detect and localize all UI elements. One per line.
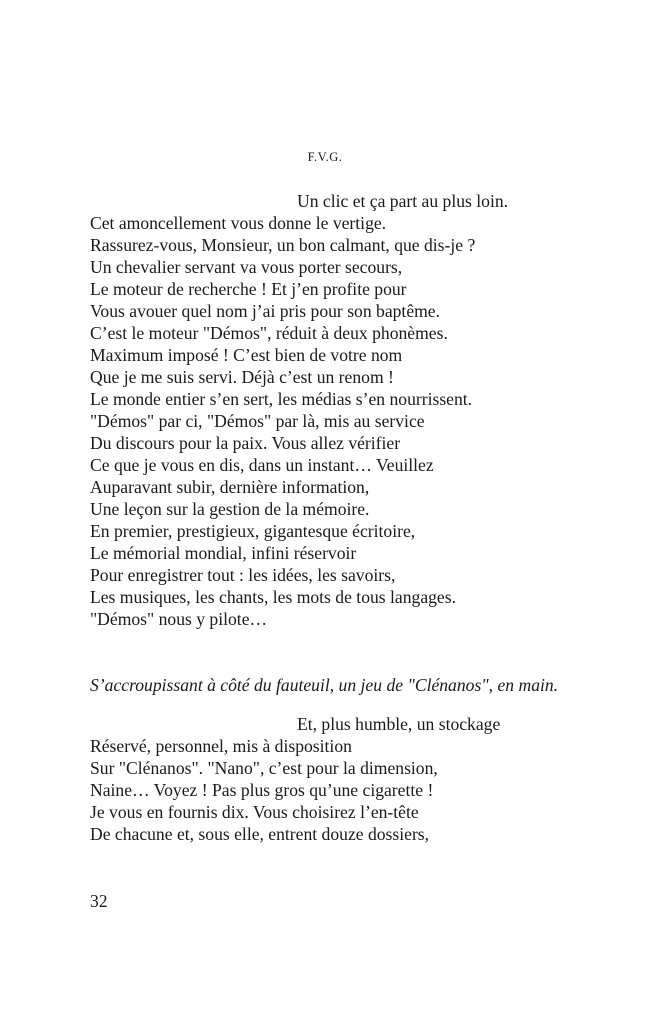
verse-line: Je vous en fournis dix. Vous choisirez l’en-tête [90, 802, 419, 822]
verse-line: Rassurez-vous, Monsieur, un bon calmant, que dis-je ? [90, 235, 476, 255]
verse-line: Auparavant subir, dernière information, [90, 477, 370, 497]
page-number: 32 [90, 891, 108, 911]
verse-line: Sur "Clénanos". "Nano", c’est pour la dimension, [90, 758, 438, 778]
verse-line: Le moteur de recherche ! Et j’en profite pour [90, 279, 407, 299]
verse-block-1 [90, 190, 560, 630]
verse-line: Du discours pour la paix. Vous allez vérifier [90, 433, 401, 453]
verse-line: Le mémorial mondial, infini réservoir [90, 543, 357, 563]
verse-line: Pour enregistrer tout : les idées, les savoirs, [90, 565, 396, 585]
verse-line: Et, plus humble, un stockage [297, 714, 501, 734]
verse-line: Un clic et ça part au plus loin. [297, 191, 509, 211]
verse-line: Vous avouer quel nom j’ai pris pour son baptême. [90, 301, 441, 321]
verse-line: Un chevalier servant va vous porter secours, [90, 257, 403, 277]
verse-line: Cet amoncellement vous donne le vertige. [90, 213, 387, 233]
verse-line: Les musiques, les chants, les mots de tous langages. [90, 587, 456, 607]
verse-line: Le monde entier s’en sert, les médias s’en nourrissent. [90, 389, 473, 409]
running-head: F.V.G. [307, 150, 343, 164]
verse-line: Ce que je vous en dis, dans un instant… Veuillez [90, 455, 434, 475]
stage-direction: S’accroupissant à côté du fauteuil, un jeu de "Clénanos", en main. [90, 675, 559, 695]
verse-line: En premier, prestigieux, gigantesque écritoire, [90, 521, 416, 541]
verse-line: "Démos" nous y pilote… [90, 609, 268, 629]
verse-line: Maximum imposé ! C’est bien de votre nom [90, 345, 403, 365]
verse-line: De chacune et, sous elle, entrent douze dossiers, [90, 824, 430, 844]
verse-line: Réservé, personnel, mis à disposition [90, 736, 352, 756]
verse-line: "Démos" par ci, "Démos" par là, mis au service [90, 411, 425, 431]
verse-line: C’est le moteur "Démos", réduit à deux phonèmes. [90, 323, 448, 343]
verse-line: Une leçon sur la gestion de la mémoire. [90, 499, 370, 519]
verse-block-2 [90, 713, 560, 845]
verse-line: Naine… Voyez ! Pas plus gros qu’une cigarette ! [90, 780, 434, 800]
verse-line: Que je me suis servi. Déjà c’est un renom ! [90, 367, 394, 387]
